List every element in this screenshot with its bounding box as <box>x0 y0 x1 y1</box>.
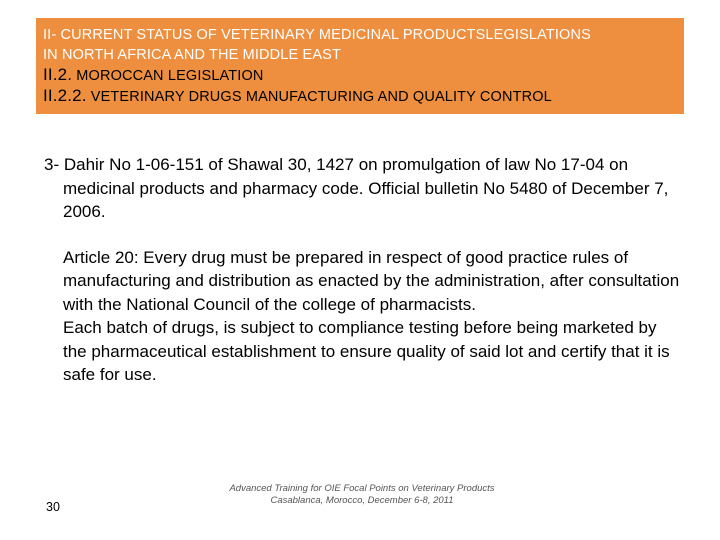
article-20-block <box>44 246 684 387</box>
header-subsection-heading <box>43 86 684 107</box>
footer-event-title: Advanced Training for OIE Focal Points on Veterinary Products <box>229 483 495 494</box>
slide-body <box>44 153 684 387</box>
article-paragraph-2: Each batch of drugs, is subject to compliance testing before being marketed by the pharmaceutical establishment to ensure quality of said lot and certify that it is safe for use. <box>63 318 670 384</box>
article-paragraph-1: Article 20: Every drug must be prepared in respect of good practice rules of manufacturing and distribution as enacted by the administration, after consultation with the National Council of the college of pharmacists. <box>63 247 680 314</box>
header-section-heading <box>43 65 684 86</box>
footer-caption <box>200 483 524 507</box>
law-reference-item: 3- Dahir No 1-06-151 of Shawal 30, 1427 on promulgation of law No 17-04 on medicinal products and pharmacy code. Official bulletin No 5480 of December 7, 2006. <box>44 155 669 221</box>
footer-event-location: Casablanca, Morocco, December 6-8, 2011 <box>270 495 454 506</box>
section-title: MOROCCAN LEGISLATION <box>72 68 264 84</box>
header-title-line-2: IN NORTH AFRICA AND THE MIDDLE EAST <box>43 47 341 63</box>
section-number: II.2. <box>43 65 73 84</box>
subsection-title: VETERINARY DRUGS MANUFACTURING AND QUALITY CONTROL <box>86 89 552 105</box>
header-title-line-1: II- CURRENT STATUS OF VETERINARY MEDICINAL PRODUCTSLEGISLATIONS <box>43 27 591 43</box>
subsection-number: II.2.2. <box>43 86 87 105</box>
page-number: 30 <box>46 500 60 514</box>
slide-header <box>36 18 684 114</box>
